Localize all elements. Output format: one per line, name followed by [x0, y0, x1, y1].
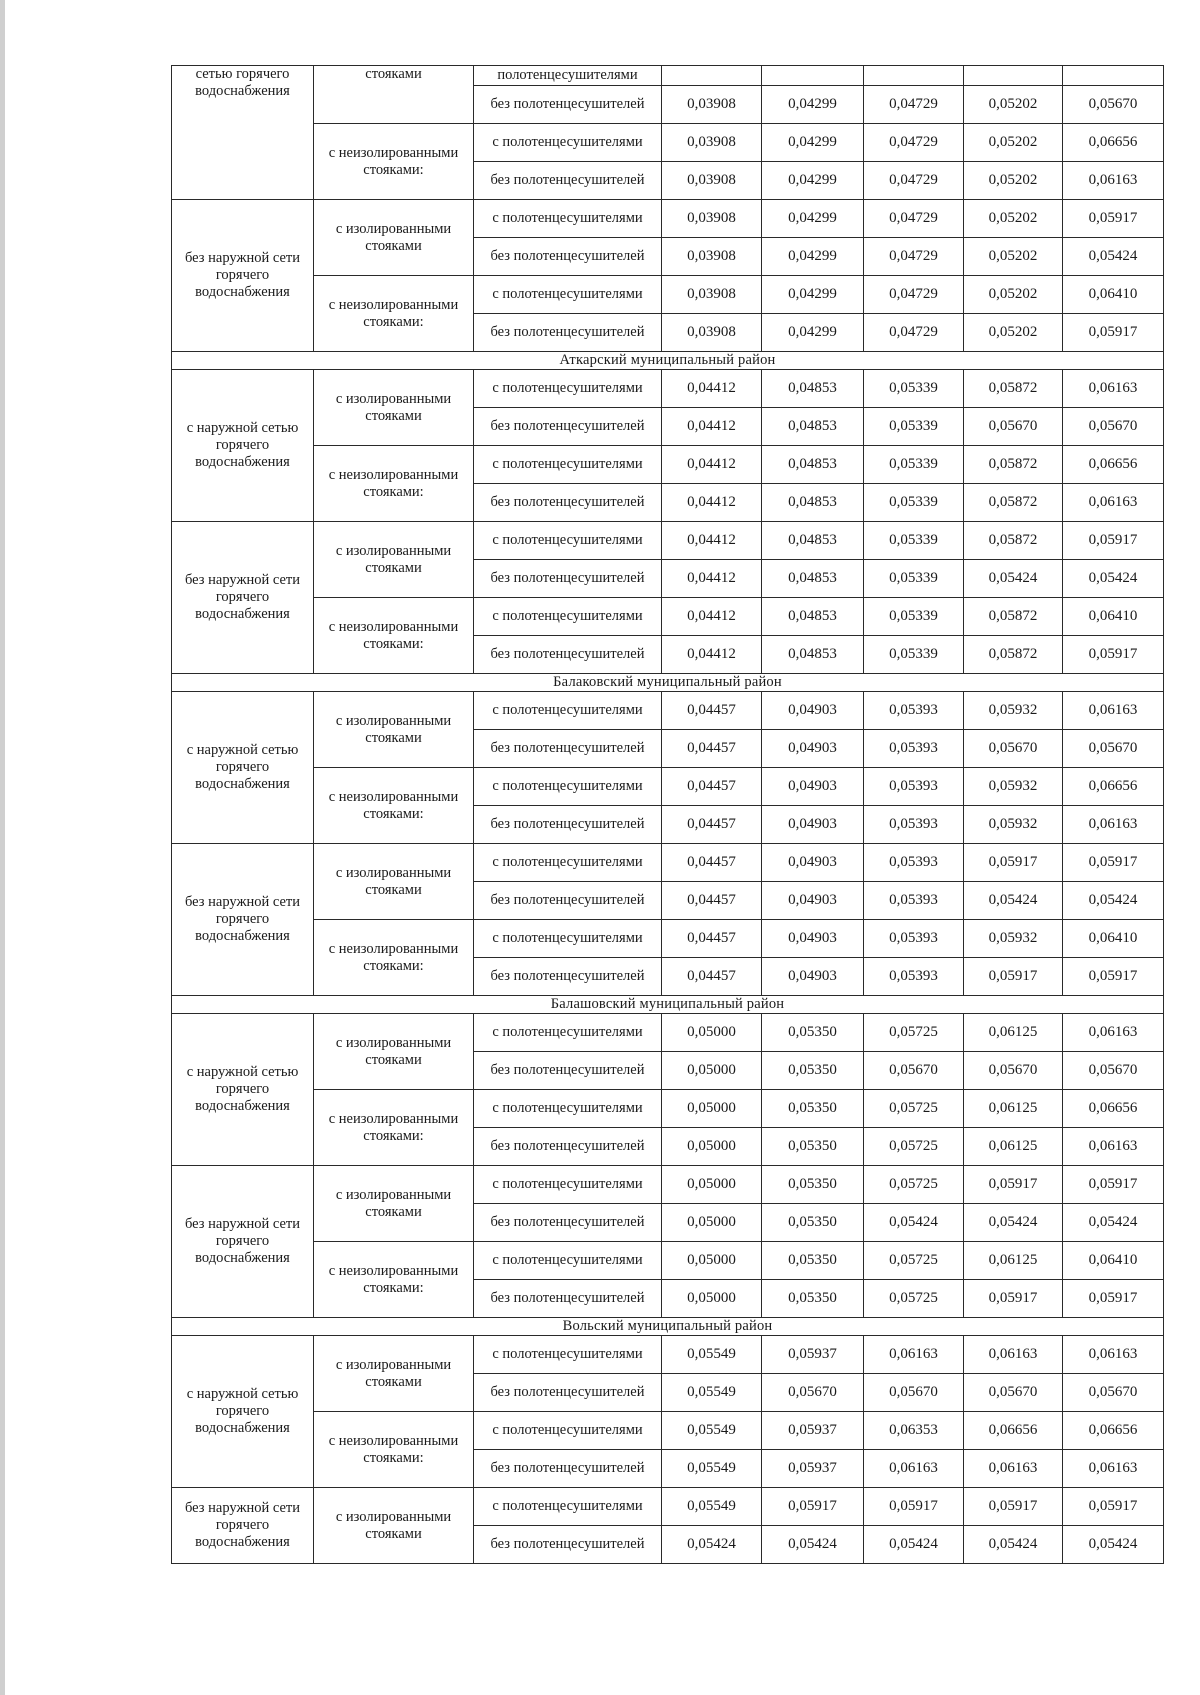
- dryer-type-label: без полотенцесушителей: [474, 636, 662, 674]
- value-cell: 0,05000: [662, 1128, 762, 1166]
- value-cell: 0,06656: [1063, 1090, 1164, 1128]
- value-cell: 0,03908: [662, 276, 762, 314]
- value-cell: 0,04457: [662, 730, 762, 768]
- dryer-type-label: с полотенцесушителями: [474, 920, 662, 958]
- value-cell: 0,05872: [964, 370, 1063, 408]
- riser-type-label: с изолированными стояками: [314, 692, 474, 768]
- table-row: [172, 66, 1164, 86]
- riser-type-label: с неизолированными стояками:: [314, 276, 474, 352]
- dryer-type-label: с полотенцесушителями: [474, 124, 662, 162]
- value-cell: 0,05350: [762, 1166, 864, 1204]
- value-cell: 0,05917: [762, 1488, 864, 1526]
- value-cell: 0,06163: [1063, 1336, 1164, 1374]
- value-cell: 0,04457: [662, 882, 762, 920]
- value-cell: 0,05202: [964, 200, 1063, 238]
- value-cell: 0,04853: [762, 636, 864, 674]
- value-cell: 0,05393: [864, 768, 964, 806]
- value-cell: 0,05000: [662, 1280, 762, 1318]
- value-cell: 0,05393: [864, 692, 964, 730]
- dryer-type-label: с полотенцесушителями: [474, 1014, 662, 1052]
- dryer-type-label: без полотенцесушителей: [474, 314, 662, 352]
- table-row: [172, 768, 1164, 806]
- value-cell: 0,05424: [864, 1204, 964, 1242]
- value-cell: 0,05339: [864, 484, 964, 522]
- value-cell: 0,04853: [762, 522, 864, 560]
- value-cell: 0,04903: [762, 692, 864, 730]
- table-row: [172, 692, 1164, 730]
- value-cell: 0,05917: [964, 958, 1063, 996]
- value-cell: 0,05339: [864, 408, 964, 446]
- value-cell: 0,03908: [662, 314, 762, 352]
- table-row: [172, 124, 1164, 162]
- dryer-type-label: без полотенцесушителей: [474, 1280, 662, 1318]
- value-cell: 0,04903: [762, 768, 864, 806]
- value-cell: 0,06163: [1063, 484, 1164, 522]
- table-row: [172, 1412, 1164, 1450]
- value-cell: 0,04299: [762, 124, 864, 162]
- dryer-type-label: с полотенцесушителями: [474, 768, 662, 806]
- value-cell: 0,04903: [762, 958, 864, 996]
- table-row: [172, 1090, 1164, 1128]
- value-cell: 0,04729: [864, 86, 964, 124]
- riser-type-label: с неизолированными стояками:: [314, 1412, 474, 1488]
- value-cell: 0,05917: [1063, 1166, 1164, 1204]
- table-row: [172, 1166, 1164, 1204]
- dryer-type-label: с полотенцесушителями: [474, 844, 662, 882]
- value-cell: 0,04729: [864, 124, 964, 162]
- value-cell: 0,05725: [864, 1014, 964, 1052]
- value-cell: 0,05424: [964, 560, 1063, 598]
- dryer-type-label: без полотенцесушителей: [474, 408, 662, 446]
- table-row: [172, 1336, 1164, 1374]
- value-cell: 0,04903: [762, 882, 864, 920]
- value-cell: 0,05932: [964, 920, 1063, 958]
- value-cell: 0,04729: [864, 276, 964, 314]
- value-cell: 0,05670: [964, 730, 1063, 768]
- value-cell: 0,05393: [864, 844, 964, 882]
- value-cell: 0,06125: [964, 1242, 1063, 1280]
- value-cell: 0,04457: [662, 806, 762, 844]
- row-group-label: без наружной сети горячего водоснабжения: [172, 200, 314, 352]
- value-cell: 0,05917: [1063, 958, 1164, 996]
- value-cell: 0,04412: [662, 446, 762, 484]
- value-cell: 0,05872: [964, 522, 1063, 560]
- dryer-type-label: с полотенцесушителями: [474, 1412, 662, 1450]
- dryer-type-label: без полотенцесушителей: [474, 1374, 662, 1412]
- value-cell: 0,05424: [762, 1526, 864, 1564]
- value-cell: 0,04853: [762, 484, 864, 522]
- value-cell: 0,05393: [864, 730, 964, 768]
- dryer-type-label: без полотенцесушителей: [474, 730, 662, 768]
- row-group-label: без наружной сети горячего водоснабжения: [172, 1166, 314, 1318]
- dryer-type-label: без полотенцесушителей: [474, 806, 662, 844]
- value-cell: 0,06410: [1063, 1242, 1164, 1280]
- dryer-type-label: без полотенцесушителей: [474, 1204, 662, 1242]
- value-cell: 0,05670: [964, 1374, 1063, 1412]
- riser-type-label: с изолированными стояками: [314, 1336, 474, 1412]
- riser-type-label: стояками: [314, 66, 474, 124]
- value-cell: 0,04903: [762, 920, 864, 958]
- dryer-type-label: без полотенцесушителей: [474, 882, 662, 920]
- value-cell: 0,06163: [1063, 370, 1164, 408]
- value-cell: 0,05549: [662, 1450, 762, 1488]
- district-heading: Аткарский муниципальный район: [172, 352, 1164, 370]
- table-row: [172, 844, 1164, 882]
- value-cell: 0,05000: [662, 1052, 762, 1090]
- row-group-label: с наружной сетью горячего водоснабжения: [172, 692, 314, 844]
- dryer-type-label: с полотенцесушителями: [474, 522, 662, 560]
- value-cell: 0,03908: [662, 162, 762, 200]
- value-cell: 0,05917: [1063, 1488, 1164, 1526]
- value-cell: 0,05872: [964, 484, 1063, 522]
- value-cell: 0,05350: [762, 1128, 864, 1166]
- value-cell: 0,06163: [864, 1450, 964, 1488]
- table-body: [172, 66, 1164, 1564]
- value-cell: 0,06163: [964, 1336, 1063, 1374]
- value-cell: 0,04412: [662, 484, 762, 522]
- dryer-type-label: без полотенцесушителей: [474, 1052, 662, 1090]
- dryer-type-label: с полотенцесушителями: [474, 200, 662, 238]
- value-cell: 0,06656: [1063, 124, 1164, 162]
- value-cell: 0,05670: [1063, 730, 1164, 768]
- value-cell: 0,05937: [762, 1450, 864, 1488]
- value-cell: 0,05917: [964, 1166, 1063, 1204]
- value-cell: 0,04903: [762, 806, 864, 844]
- value-cell: [964, 66, 1063, 86]
- value-cell: 0,05350: [762, 1014, 864, 1052]
- dryer-type-label: без полотенцесушителей: [474, 560, 662, 598]
- value-cell: 0,04412: [662, 598, 762, 636]
- value-cell: 0,05670: [1063, 1374, 1164, 1412]
- value-cell: 0,05339: [864, 560, 964, 598]
- value-cell: 0,05202: [964, 314, 1063, 352]
- row-group-label: сетью горячего водоснабжения: [172, 66, 314, 200]
- value-cell: 0,05670: [964, 408, 1063, 446]
- value-cell: 0,06353: [864, 1412, 964, 1450]
- table-row: [172, 352, 1164, 370]
- riser-type-label: с изолированными стояками: [314, 1488, 474, 1564]
- value-cell: 0,04299: [762, 314, 864, 352]
- value-cell: 0,05917: [1063, 636, 1164, 674]
- value-cell: 0,05393: [864, 882, 964, 920]
- value-cell: 0,05424: [964, 882, 1063, 920]
- value-cell: 0,05424: [1063, 1204, 1164, 1242]
- district-heading: Балаковский муниципальный район: [172, 674, 1164, 692]
- value-cell: 0,05725: [864, 1242, 964, 1280]
- value-cell: 0,05000: [662, 1242, 762, 1280]
- value-cell: 0,04412: [662, 370, 762, 408]
- value-cell: 0,04299: [762, 162, 864, 200]
- value-cell: 0,05917: [1063, 200, 1164, 238]
- dryer-type-label: полотенцесушителями: [474, 66, 662, 86]
- value-cell: 0,05339: [864, 598, 964, 636]
- value-cell: 0,05872: [964, 636, 1063, 674]
- riser-type-label: с неизолированными стояками:: [314, 124, 474, 200]
- row-group-label: с наружной сетью горячего водоснабжения: [172, 1336, 314, 1488]
- value-cell: 0,05424: [1063, 882, 1164, 920]
- value-cell: 0,04457: [662, 958, 762, 996]
- value-cell: 0,05339: [864, 446, 964, 484]
- riser-type-label: с неизолированными стояками:: [314, 1090, 474, 1166]
- dryer-type-label: с полотенцесушителями: [474, 1242, 662, 1280]
- value-cell: 0,06125: [964, 1090, 1063, 1128]
- riser-type-label: с неизолированными стояками:: [314, 768, 474, 844]
- value-cell: 0,05917: [864, 1488, 964, 1526]
- value-cell: 0,04457: [662, 920, 762, 958]
- row-group-label: с наружной сетью горячего водоснабжения: [172, 370, 314, 522]
- value-cell: 0,05549: [662, 1488, 762, 1526]
- value-cell: 0,05725: [864, 1280, 964, 1318]
- value-cell: 0,06125: [964, 1014, 1063, 1052]
- value-cell: 0,04903: [762, 844, 864, 882]
- value-cell: 0,06410: [1063, 276, 1164, 314]
- value-cell: 0,05549: [662, 1412, 762, 1450]
- dryer-type-label: с полотенцесушителями: [474, 1336, 662, 1374]
- value-cell: 0,05917: [964, 844, 1063, 882]
- table-row: [172, 446, 1164, 484]
- riser-type-label: с неизолированными стояками:: [314, 446, 474, 522]
- table-row: [172, 1014, 1164, 1052]
- table-row: [172, 276, 1164, 314]
- value-cell: 0,04412: [662, 522, 762, 560]
- value-cell: 0,05932: [964, 692, 1063, 730]
- value-cell: 0,05725: [864, 1166, 964, 1204]
- value-cell: 0,05202: [964, 86, 1063, 124]
- value-cell: 0,06163: [1063, 692, 1164, 730]
- value-cell: 0,05350: [762, 1052, 864, 1090]
- riser-type-label: с изолированными стояками: [314, 1166, 474, 1242]
- value-cell: [662, 66, 762, 86]
- value-cell: [1063, 66, 1164, 86]
- value-cell: 0,06163: [964, 1450, 1063, 1488]
- value-cell: 0,05202: [964, 162, 1063, 200]
- riser-type-label: с неизолированными стояками:: [314, 598, 474, 674]
- value-cell: 0,05393: [864, 958, 964, 996]
- value-cell: 0,05339: [864, 370, 964, 408]
- value-cell: 0,04412: [662, 636, 762, 674]
- district-heading: Балашовский муниципальный район: [172, 996, 1164, 1014]
- value-cell: 0,05917: [1063, 1280, 1164, 1318]
- value-cell: 0,05000: [662, 1090, 762, 1128]
- value-cell: 0,05725: [864, 1128, 964, 1166]
- scan-edge: [0, 0, 5, 1695]
- value-cell: 0,06163: [1063, 806, 1164, 844]
- value-cell: 0,05339: [864, 636, 964, 674]
- value-cell: 0,05670: [1063, 1052, 1164, 1090]
- value-cell: 0,04457: [662, 844, 762, 882]
- value-cell: 0,05000: [662, 1166, 762, 1204]
- value-cell: 0,05937: [762, 1412, 864, 1450]
- value-cell: 0,04457: [662, 768, 762, 806]
- value-cell: 0,05670: [1063, 408, 1164, 446]
- value-cell: 0,03908: [662, 238, 762, 276]
- value-cell: 0,05872: [964, 598, 1063, 636]
- value-cell: 0,05549: [662, 1336, 762, 1374]
- value-cell: 0,05670: [762, 1374, 864, 1412]
- value-cell: 0,04853: [762, 446, 864, 484]
- value-cell: 0,04903: [762, 730, 864, 768]
- table-row: [172, 996, 1164, 1014]
- dryer-type-label: без полотенцесушителей: [474, 1450, 662, 1488]
- riser-type-label: с изолированными стояками: [314, 844, 474, 920]
- riser-type-label: с изолированными стояками: [314, 200, 474, 276]
- table-row: [172, 674, 1164, 692]
- dryer-type-label: с полотенцесушителями: [474, 1166, 662, 1204]
- riser-type-label: с изолированными стояками: [314, 1014, 474, 1090]
- value-cell: 0,04853: [762, 370, 864, 408]
- dryer-type-label: без полотенцесушителей: [474, 1128, 662, 1166]
- value-cell: 0,05872: [964, 446, 1063, 484]
- dryer-type-label: без полотенцесушителей: [474, 86, 662, 124]
- value-cell: 0,04412: [662, 560, 762, 598]
- value-cell: 0,04853: [762, 560, 864, 598]
- dryer-type-label: с полотенцесушителями: [474, 446, 662, 484]
- value-cell: 0,04299: [762, 86, 864, 124]
- riser-type-label: с неизолированными стояками:: [314, 1242, 474, 1318]
- value-cell: 0,06125: [964, 1128, 1063, 1166]
- value-cell: 0,04729: [864, 238, 964, 276]
- value-cell: 0,06163: [864, 1336, 964, 1374]
- value-cell: 0,05917: [964, 1488, 1063, 1526]
- row-group-label: без наружной сети горячего водоснабжения: [172, 1488, 314, 1564]
- dryer-type-label: без полотенцесушителей: [474, 958, 662, 996]
- value-cell: 0,05932: [964, 768, 1063, 806]
- dryer-type-label: без полотенцесушителей: [474, 162, 662, 200]
- tariff-table: [171, 65, 1164, 1564]
- dryer-type-label: без полотенцесушителей: [474, 484, 662, 522]
- table-row: [172, 1318, 1164, 1336]
- value-cell: 0,04853: [762, 408, 864, 446]
- value-cell: 0,04729: [864, 314, 964, 352]
- value-cell: 0,05202: [964, 238, 1063, 276]
- value-cell: 0,05424: [964, 1526, 1063, 1564]
- value-cell: 0,05202: [964, 124, 1063, 162]
- value-cell: 0,05424: [964, 1204, 1063, 1242]
- value-cell: 0,05932: [964, 806, 1063, 844]
- value-cell: 0,06163: [1063, 1128, 1164, 1166]
- value-cell: 0,06656: [964, 1412, 1063, 1450]
- dryer-type-label: с полотенцесушителями: [474, 598, 662, 636]
- riser-type-label: с изолированными стояками: [314, 522, 474, 598]
- table-row: [172, 370, 1164, 408]
- table-row: [172, 598, 1164, 636]
- value-cell: 0,05350: [762, 1204, 864, 1242]
- value-cell: 0,05917: [1063, 314, 1164, 352]
- value-cell: 0,05202: [964, 276, 1063, 314]
- value-cell: 0,03908: [662, 200, 762, 238]
- row-group-label: с наружной сетью горячего водоснабжения: [172, 1014, 314, 1166]
- row-group-label: без наружной сети горячего водоснабжения: [172, 844, 314, 996]
- value-cell: 0,05424: [662, 1526, 762, 1564]
- table-row: [172, 1488, 1164, 1526]
- value-cell: 0,05000: [662, 1014, 762, 1052]
- value-cell: 0,05549: [662, 1374, 762, 1412]
- value-cell: 0,04853: [762, 598, 864, 636]
- value-cell: 0,06656: [1063, 768, 1164, 806]
- value-cell: 0,05350: [762, 1090, 864, 1128]
- value-cell: 0,05670: [864, 1052, 964, 1090]
- value-cell: 0,04299: [762, 276, 864, 314]
- value-cell: [864, 66, 964, 86]
- value-cell: 0,05339: [864, 522, 964, 560]
- value-cell: 0,04457: [662, 692, 762, 730]
- value-cell: 0,04299: [762, 238, 864, 276]
- value-cell: 0,06656: [1063, 1412, 1164, 1450]
- value-cell: 0,05424: [1063, 1526, 1164, 1564]
- value-cell: 0,04729: [864, 200, 964, 238]
- value-cell: 0,06163: [1063, 1014, 1164, 1052]
- value-cell: 0,04299: [762, 200, 864, 238]
- dryer-type-label: с полотенцесушителями: [474, 370, 662, 408]
- value-cell: 0,05670: [964, 1052, 1063, 1090]
- value-cell: 0,06656: [1063, 446, 1164, 484]
- table-row: [172, 920, 1164, 958]
- value-cell: 0,05424: [864, 1526, 964, 1564]
- dryer-type-label: с полотенцесушителями: [474, 1488, 662, 1526]
- value-cell: 0,05937: [762, 1336, 864, 1374]
- value-cell: 0,05350: [762, 1280, 864, 1318]
- value-cell: 0,04729: [864, 162, 964, 200]
- dryer-type-label: с полотенцесушителями: [474, 692, 662, 730]
- value-cell: 0,04412: [662, 408, 762, 446]
- row-group-label: без наружной сети горячего водоснабжения: [172, 522, 314, 674]
- value-cell: 0,05393: [864, 806, 964, 844]
- value-cell: 0,05424: [1063, 560, 1164, 598]
- value-cell: 0,05917: [1063, 844, 1164, 882]
- value-cell: 0,05917: [1063, 522, 1164, 560]
- riser-type-label: с неизолированными стояками:: [314, 920, 474, 996]
- table-row: [172, 522, 1164, 560]
- table-row: [172, 1242, 1164, 1280]
- table-row: [172, 200, 1164, 238]
- value-cell: 0,06410: [1063, 920, 1164, 958]
- value-cell: 0,05725: [864, 1090, 964, 1128]
- value-cell: 0,05350: [762, 1242, 864, 1280]
- value-cell: [762, 66, 864, 86]
- value-cell: 0,06163: [1063, 1450, 1164, 1488]
- value-cell: 0,03908: [662, 124, 762, 162]
- dryer-type-label: без полотенцесушителей: [474, 1526, 662, 1564]
- value-cell: 0,06163: [1063, 162, 1164, 200]
- value-cell: 0,03908: [662, 86, 762, 124]
- riser-type-label: с изолированными стояками: [314, 370, 474, 446]
- value-cell: 0,05424: [1063, 238, 1164, 276]
- dryer-type-label: без полотенцесушителей: [474, 238, 662, 276]
- value-cell: 0,05917: [964, 1280, 1063, 1318]
- value-cell: 0,05000: [662, 1204, 762, 1242]
- value-cell: 0,05670: [1063, 86, 1164, 124]
- value-cell: 0,05393: [864, 920, 964, 958]
- value-cell: 0,05670: [864, 1374, 964, 1412]
- value-cell: 0,06410: [1063, 598, 1164, 636]
- dryer-type-label: с полотенцесушителями: [474, 1090, 662, 1128]
- dryer-type-label: с полотенцесушителями: [474, 276, 662, 314]
- district-heading: Вольский муниципальный район: [172, 1318, 1164, 1336]
